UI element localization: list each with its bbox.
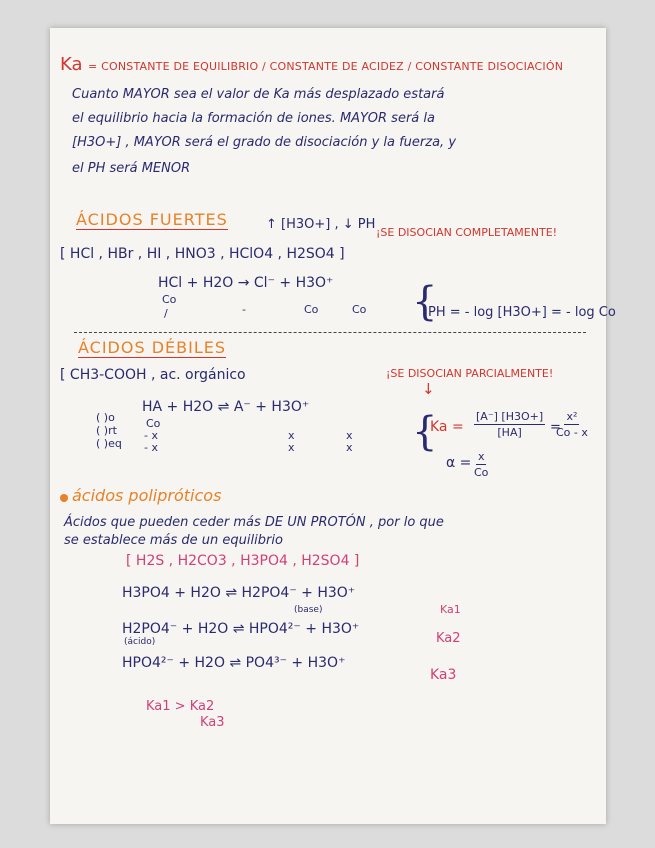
section-divider-1 <box>74 332 586 333</box>
polyprotic-desc-1: Ácidos que pueden ceder más DE UN PROTÓN , por lo que <box>64 515 444 530</box>
polyprotic-eq-1-note: (base) <box>294 605 323 615</box>
weak-arrow-down: ↓ <box>422 380 435 398</box>
weak-acids-note: ¡SE DISOCIAN PARCIALMENTE! <box>386 367 554 380</box>
polyprotic-compare-1: Ka1 > Ka2 <box>146 699 215 714</box>
weak-ka-label: Ka = <box>430 419 464 435</box>
polyprotic-eq-1-k: Ka1 <box>440 603 461 616</box>
strong-reaction: HCl + H2O → Cl⁻ + H3O⁺ <box>158 275 334 291</box>
weak-row-equilibrium: ( )eq <box>96 437 122 450</box>
weak-x-1: x <box>288 429 295 442</box>
weak-ka-numerator-2: x² <box>566 410 578 423</box>
weak-co: Co <box>146 417 161 430</box>
polyprotic-eq-1: H3PO4 + H2O ⇌ H2PO4⁻ + H3O⁺ <box>122 585 356 601</box>
weak-acids-list: [ CH3-COOH , ac. orgánico <box>60 367 246 383</box>
strong-row-co-1: Co <box>162 293 177 306</box>
weak-ka-fraction-2 <box>556 410 588 439</box>
intro-line-1: Cuanto MAYOR sea el valor de Ka más desplazado estará <box>72 87 445 102</box>
weak-ka-equals: = <box>550 420 561 435</box>
notebook-page <box>50 28 616 824</box>
weak-brace: { <box>412 409 438 455</box>
polyprotic-eq-2: H2PO4⁻ + H2O ⇌ HPO4²⁻ + H3O⁺ <box>122 621 360 637</box>
polyprotic-eq-3: HPO4²⁻ + H2O ⇌ PO4³⁻ + H3O⁺ <box>122 655 346 671</box>
weak-acids-title: ÁCIDOS DÉBILES <box>78 338 227 357</box>
strong-row-co-3: Co <box>304 303 319 316</box>
weak-ka-denominator-2: Co - x <box>556 426 588 439</box>
strong-row-dash: - <box>242 303 246 316</box>
intro-line-4: el PH será MENOR <box>72 161 191 176</box>
strong-acids-title: ÁCIDOS FUERTES <box>76 210 228 229</box>
weak-row-initial: ( )o <box>96 411 115 424</box>
weak-minus-x-2: - x <box>144 441 158 454</box>
polyprotic-compare-2: Ka3 <box>200 715 225 730</box>
weak-row-reacts: ( )rt <box>96 424 117 437</box>
intro-line-3: [H3O+] , MAYOR será el grado de disociación y la fuerza, y <box>72 135 457 150</box>
weak-x-4: x <box>346 441 353 454</box>
polyprotic-title: ácidos polipróticos <box>72 486 222 505</box>
weak-reaction: HA + H2O ⇌ A⁻ + H3O⁺ <box>142 399 310 415</box>
weak-alpha-fraction <box>474 450 488 479</box>
strong-ph-formula: PH = - log [H3O+] = - log Co <box>428 305 616 320</box>
weak-ka-denominator: [HA] <box>497 426 522 439</box>
weak-minus-x-1: - x <box>144 429 158 442</box>
strong-acids-note: ¡SE DISOCIAN COMPLETAMENTE! <box>376 226 558 239</box>
bullet-dot <box>60 494 68 502</box>
polyprotic-eq-2-k: Ka2 <box>436 631 461 646</box>
ka-definition: = CONSTANTE DE EQUILIBRIO / CONSTANTE DE ACIDEZ / CONSTANTE DISOCIACIÓN <box>88 60 564 73</box>
weak-alpha-numerator: x <box>477 450 485 463</box>
ka-heading: Ka <box>60 54 83 75</box>
weak-alpha-denominator: Co <box>474 466 489 479</box>
weak-alpha-label: α = <box>446 455 472 471</box>
strong-acids-list: [ HCl , HBr , HI , HNO3 , HClO4 , H2SO4 ] <box>60 246 345 262</box>
strong-row-co-2: / <box>164 307 168 320</box>
strong-brace: { <box>412 279 438 325</box>
intro-line-2: el equilibrio hacia la formación de iones. MAYOR será la <box>72 111 435 126</box>
weak-ka-fraction <box>474 410 545 439</box>
polyprotic-list: [ H2S , H2CO3 , H3PO4 , H2SO4 ] <box>126 553 360 569</box>
weak-ka-numerator: [A⁻] [H3O+] <box>476 410 544 423</box>
strong-row-co-4: Co <box>352 303 367 316</box>
polyprotic-desc-2: se establece más de un equilibrio <box>64 533 283 548</box>
polyprotic-eq-2-note: (ácido) <box>124 637 156 647</box>
polyprotic-eq-3-k: Ka3 <box>430 667 457 683</box>
weak-x-2: x <box>288 441 295 454</box>
strong-acids-trend: ↑ [H3O+] , ↓ PH <box>266 217 376 232</box>
weak-x-3: x <box>346 429 353 442</box>
